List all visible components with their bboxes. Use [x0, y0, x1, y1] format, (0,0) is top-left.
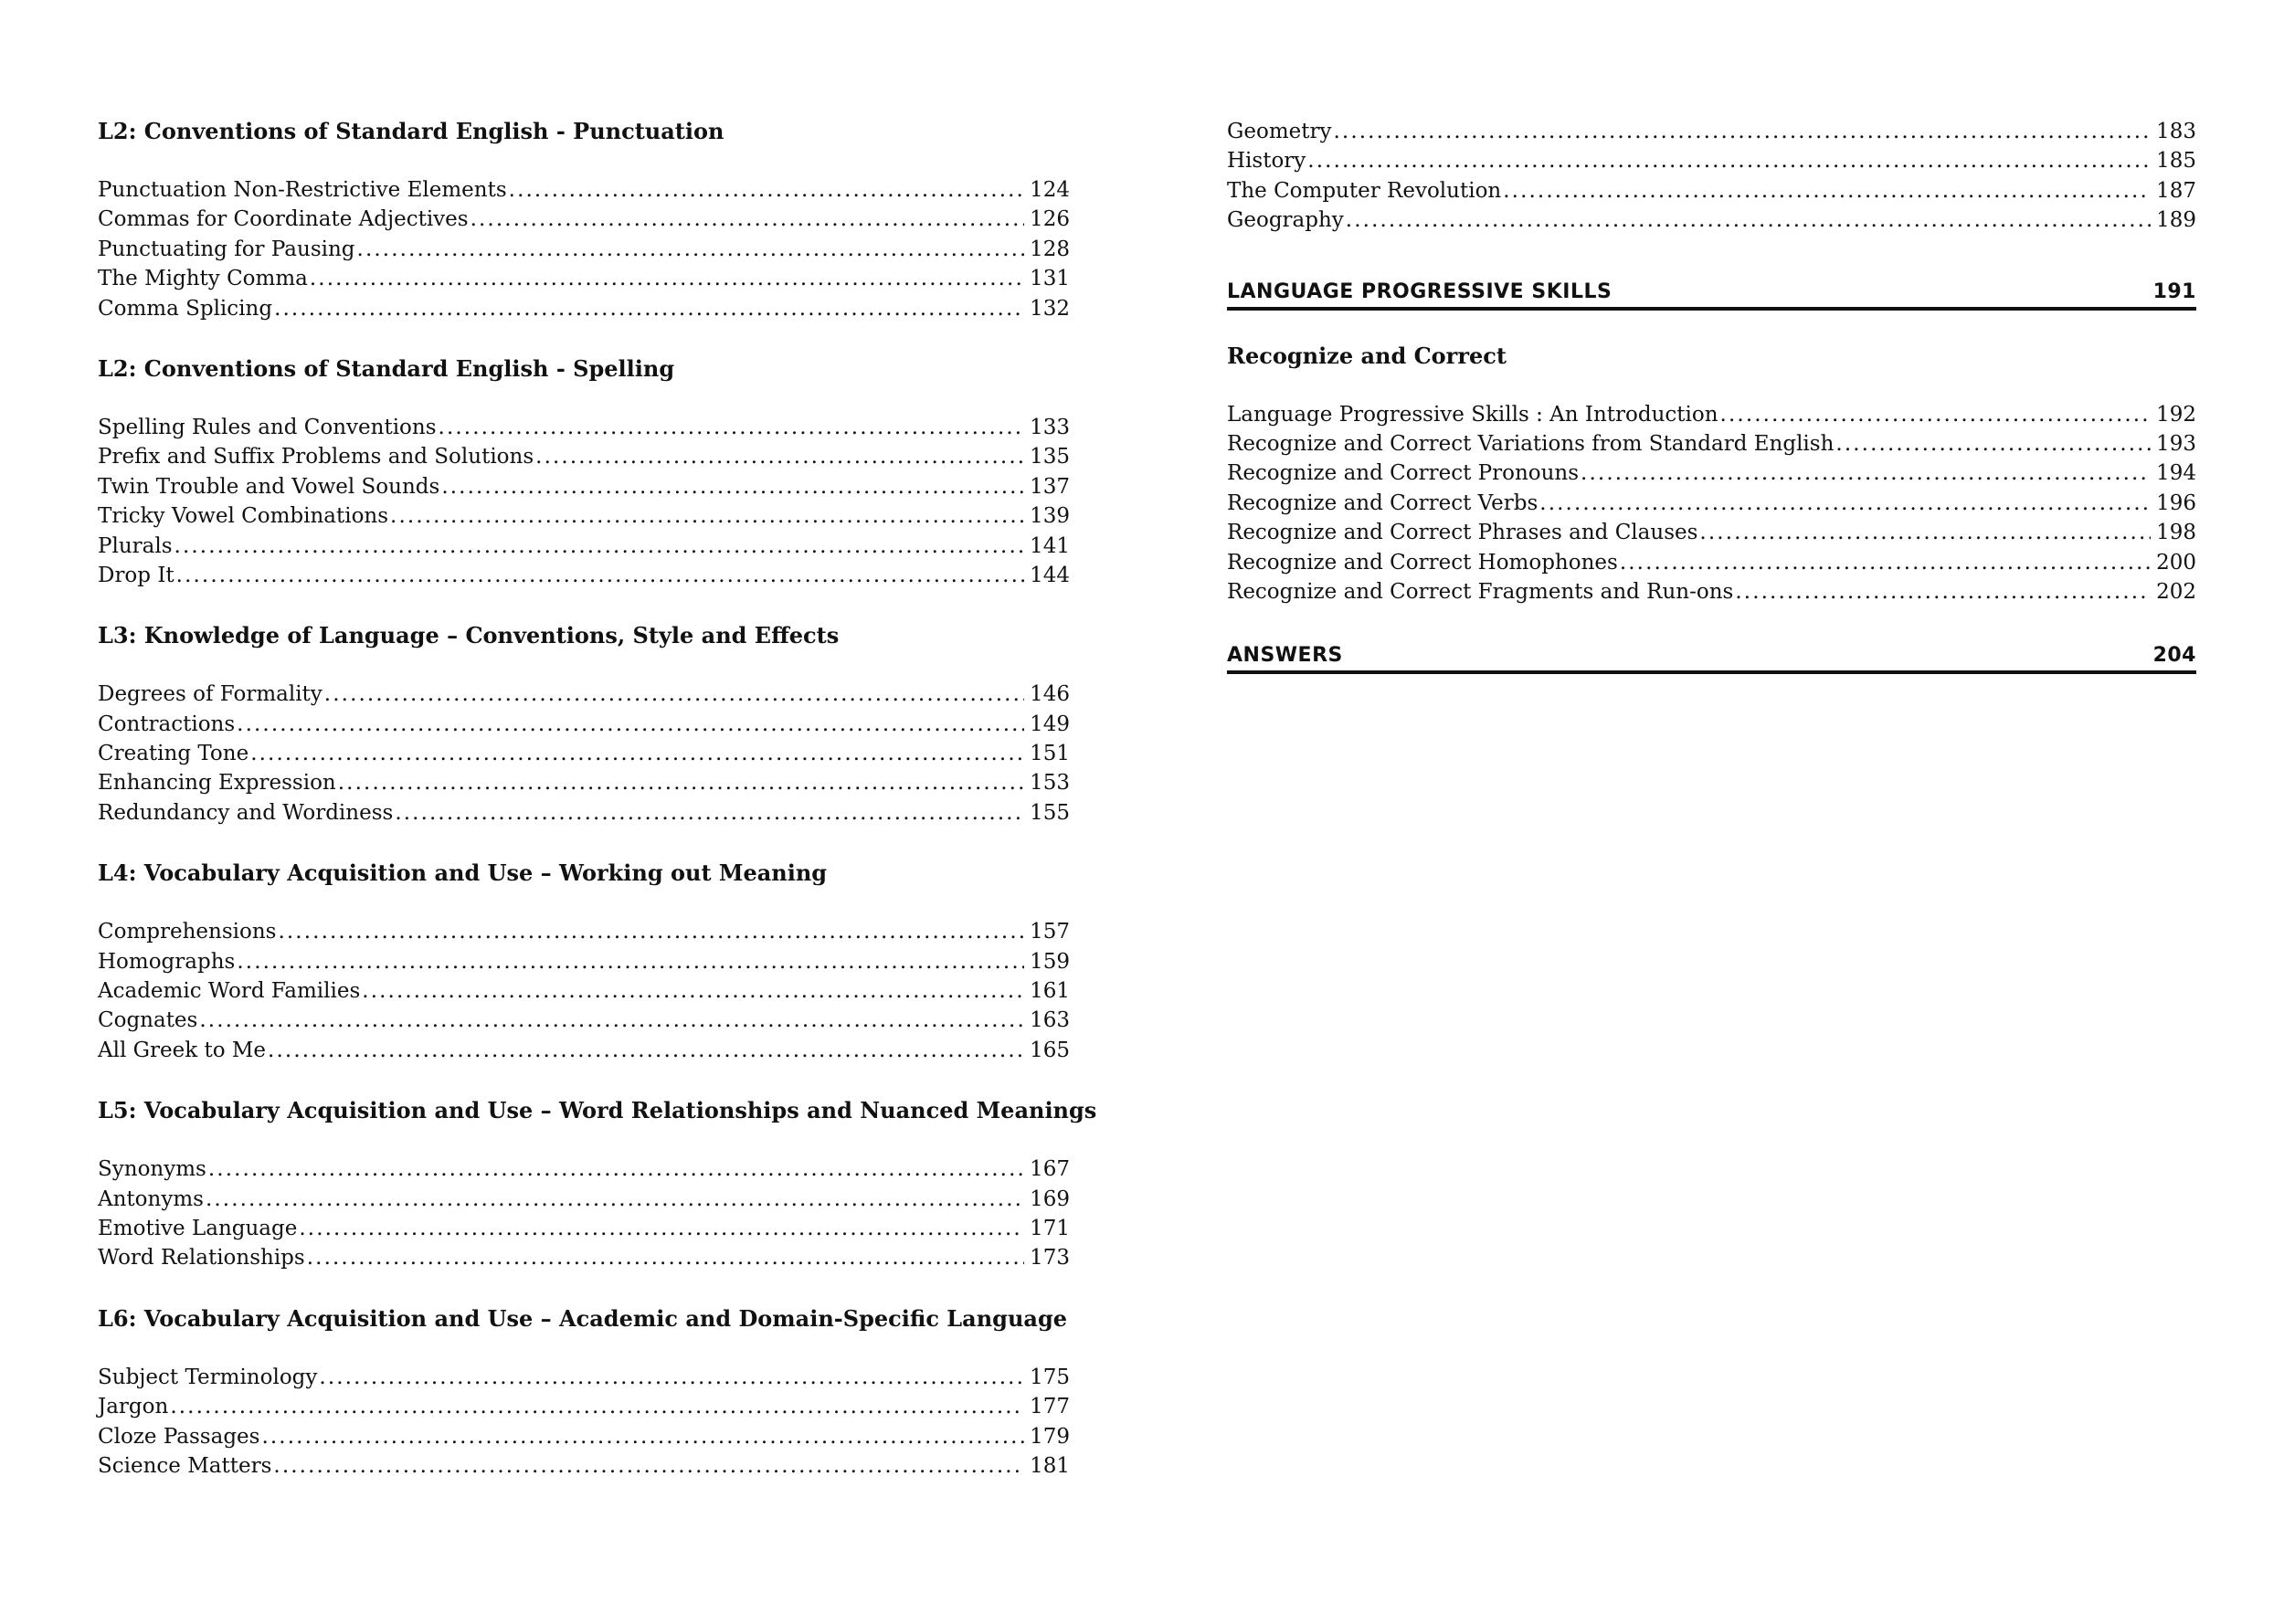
toc-entry[interactable] [98, 1451, 1070, 1481]
toc-entry[interactable] [1227, 429, 2196, 459]
dot-leader [237, 947, 1024, 976]
major-heading-page: 191 [2152, 279, 2196, 303]
toc-entry-title: Twin Trouble and Vowel Sounds [98, 474, 440, 499]
toc-entry-title: Subject Terminology [98, 1365, 318, 1389]
section-heading: L6: Vocabulary Acquisition and Use – Academic and Domain-Specific Language [98, 1304, 1067, 1332]
toc-entry-page: 189 [2156, 208, 2196, 233]
toc-entry-page: 202 [2156, 579, 2196, 604]
major-heading-title: ANSWERS [1227, 644, 1343, 668]
toc-entry-page: 126 [1030, 207, 1070, 232]
dot-leader [357, 235, 1025, 264]
toc-entry[interactable] [98, 264, 1070, 293]
toc-entry-page: 139 [1030, 504, 1070, 529]
toc-entry-title: Jargon [98, 1395, 169, 1419]
dot-leader [324, 680, 1024, 709]
toc-section [98, 621, 1070, 828]
toc-entry-title: Degrees of Formality [98, 682, 323, 707]
dot-leader [307, 1243, 1024, 1272]
answers-heading[interactable] [1227, 643, 2196, 674]
major-heading-title: LANGUAGE PROGRESSIVE SKILLS [1227, 279, 1613, 303]
dot-leader [1307, 146, 2151, 175]
toc-entry[interactable] [98, 798, 1070, 828]
toc-entry-page: 155 [1030, 800, 1070, 825]
dot-leader [1346, 206, 2151, 235]
dot-leader [319, 1363, 1024, 1392]
toc-entry[interactable] [98, 294, 1070, 323]
toc-entry[interactable] [98, 1214, 1070, 1243]
toc-entry-page: 181 [1030, 1453, 1070, 1478]
toc-entry-page: 137 [1030, 474, 1070, 499]
toc-entry[interactable] [98, 1422, 1070, 1451]
toc-section [98, 1304, 1070, 1482]
toc-entry-page: 196 [2156, 490, 2196, 515]
toc-entry[interactable] [1227, 577, 2196, 606]
toc-entry-page: 131 [1030, 267, 1070, 291]
toc-entry-title: Language Progressive Skills : An Introduction [1227, 402, 1718, 427]
toc-entry[interactable] [98, 917, 1070, 946]
toc-section [98, 117, 1070, 323]
dot-leader [274, 294, 1024, 323]
toc-entry-page: 185 [2156, 149, 2196, 174]
toc-entry-page: 132 [1030, 296, 1070, 321]
dot-leader [1503, 176, 2151, 206]
toc-entry-title: Recognize and Correct Pronouns [1227, 461, 1580, 486]
toc-entry-title: History [1227, 149, 1306, 174]
toc-entry[interactable] [1227, 176, 2196, 206]
toc-entry-title: Academic Word Families [98, 979, 361, 1004]
toc-entry-title: Cloze Passages [98, 1424, 260, 1449]
toc-entry-page: 175 [1030, 1365, 1070, 1389]
dot-leader [208, 1155, 1024, 1184]
dot-leader [261, 1422, 1024, 1451]
toc-entry-page: 194 [2156, 461, 2196, 486]
dot-leader [1333, 117, 2151, 146]
dot-leader [441, 472, 1024, 501]
right-column [1227, 117, 2196, 705]
toc-entry-title: Recognize and Correct Homophones [1227, 550, 1618, 575]
toc-entry-page: 151 [1030, 742, 1070, 766]
toc-entry-page: 128 [1030, 237, 1070, 261]
toc-entry[interactable] [98, 205, 1070, 234]
dot-leader [1699, 518, 2151, 547]
toc-entry-page: 124 [1030, 178, 1070, 202]
toc-entry-title: Drop It [98, 563, 174, 587]
section-heading: L3: Knowledge of Language – Conventions, Style and Effects [98, 622, 840, 649]
dot-leader [268, 1036, 1024, 1065]
section-heading: L4: Vocabulary Acquisition and Use – Working out Meaning [98, 859, 828, 887]
section-heading: L2: Conventions of Standard English - Punctuation [98, 118, 724, 144]
toc-entry[interactable] [98, 501, 1070, 531]
toc-entry[interactable] [98, 1006, 1070, 1035]
recognize-and-correct-heading: Recognize and Correct [1227, 342, 1507, 369]
right-top-entry-list [1227, 117, 2196, 236]
toc-entry-title: Recognize and Correct Verbs [1227, 490, 1539, 515]
toc-entry-title: Redundancy and Wordiness [98, 800, 394, 825]
toc-entry-title: Recognize and Correct Phrases and Clauses [1227, 521, 1698, 545]
toc-entry-page: 159 [1030, 949, 1070, 974]
toc-entry[interactable] [98, 532, 1070, 561]
dot-leader [170, 1392, 1024, 1421]
toc-entry-page: 153 [1030, 771, 1070, 796]
toc-entry-title: Emotive Language [98, 1216, 298, 1240]
toc-entry[interactable] [1227, 206, 2196, 235]
dot-leader [1735, 577, 2151, 606]
toc-entry[interactable] [98, 1155, 1070, 1184]
section-heading: L2: Conventions of Standard English - Spelling [98, 354, 675, 382]
dot-leader [174, 532, 1025, 561]
toc-entry[interactable] [98, 1243, 1070, 1272]
toc-entry-page: 200 [2156, 550, 2196, 575]
toc-entry[interactable] [98, 1185, 1070, 1214]
dot-leader [310, 264, 1024, 293]
toc-entry-title: Comma Splicing [98, 296, 273, 321]
toc-entry-title: Geography [1227, 208, 1344, 233]
toc-entry-page: 193 [2156, 431, 2196, 456]
dot-leader [1539, 489, 2151, 518]
toc-entry-page: 198 [2156, 521, 2196, 545]
toc-entry-page: 177 [1030, 1395, 1070, 1419]
toc-section [98, 859, 1070, 1065]
toc-entry-page: 135 [1030, 445, 1070, 469]
toc-entry-page: 149 [1030, 712, 1070, 736]
toc-entry[interactable] [98, 710, 1070, 739]
dot-leader [206, 1185, 1024, 1214]
toc-entry-title: Antonyms [98, 1186, 204, 1211]
toc-section [98, 354, 1070, 590]
toc-entry[interactable] [1227, 548, 2196, 577]
toc-entry-page: 161 [1030, 979, 1070, 1004]
toc-entry-page: 133 [1030, 415, 1070, 439]
dot-leader [1720, 400, 2152, 429]
toc-entry-title: Word Relationships [98, 1246, 305, 1271]
toc-entry-page: 144 [1030, 563, 1070, 587]
toc-entry-page: 173 [1030, 1246, 1070, 1271]
toc-entry-title: Commas for Coordinate Adjectives [98, 207, 469, 232]
toc-entry-title: Spelling Rules and Conventions [98, 415, 437, 439]
toc-entry-page: 141 [1030, 533, 1070, 558]
dot-leader [273, 1451, 1024, 1481]
toc-entry-title: Cognates [98, 1008, 198, 1033]
toc-entry[interactable] [98, 561, 1070, 590]
toc-entry-title: Enhancing Expression [98, 771, 336, 796]
toc-entry[interactable] [1227, 489, 2196, 518]
toc-entry-page: 163 [1030, 1008, 1070, 1033]
toc-entry-title: Creating Tone [98, 742, 249, 766]
toc-entry[interactable] [98, 1363, 1070, 1392]
toc-entry-title: All Greek to Me [98, 1038, 267, 1062]
toc-entry[interactable] [98, 1392, 1070, 1421]
dot-leader [390, 501, 1024, 531]
toc-entry[interactable] [1227, 117, 2196, 146]
toc-entry[interactable] [98, 235, 1070, 264]
toc-entry[interactable] [98, 680, 1070, 709]
dot-leader [1620, 548, 2151, 577]
toc-entry-title: Homographs [98, 949, 236, 974]
toc-entry-title: The Mighty Comma [98, 267, 308, 291]
toc-entry[interactable] [98, 442, 1070, 471]
dot-leader [471, 205, 1025, 234]
toc-section [98, 1096, 1097, 1273]
toc-entry[interactable] [98, 768, 1070, 797]
dot-leader [362, 976, 1024, 1006]
toc-entry-title: Punctuation Non-Restrictive Elements [98, 178, 507, 202]
toc-entry-title: Synonyms [98, 1157, 206, 1182]
dot-leader [176, 561, 1024, 590]
toc-entry[interactable] [98, 739, 1070, 768]
toc-entry-title: Science Matters [98, 1453, 272, 1478]
dot-leader [199, 1006, 1024, 1035]
toc-entry-page: 157 [1030, 920, 1070, 944]
toc-entry[interactable] [1227, 400, 2196, 429]
toc-entry[interactable] [1227, 459, 2196, 488]
toc-entry-page: 169 [1030, 1186, 1070, 1211]
toc-entry-title: Prefix and Suffix Problems and Solutions [98, 445, 534, 469]
toc-entry[interactable] [98, 976, 1070, 1006]
left-column [98, 117, 1097, 1512]
toc-entry-title: Plurals [98, 533, 173, 558]
major-heading-page: 204 [2152, 644, 2196, 668]
dot-leader [395, 798, 1024, 828]
toc-entry[interactable] [98, 472, 1070, 501]
dot-leader [535, 442, 1024, 471]
toc-entry-title: Tricky Vowel Combinations [98, 504, 389, 529]
recognize-and-correct-entry-list [1227, 400, 2196, 607]
dot-leader [250, 739, 1024, 768]
dot-leader [299, 1214, 1024, 1243]
dot-leader [509, 175, 1024, 205]
toc-entry-page: 187 [2156, 178, 2196, 203]
toc-entry-page: 165 [1030, 1038, 1070, 1062]
dot-leader [1581, 459, 2151, 488]
toc-entry-page: 183 [2156, 120, 2196, 143]
toc-entry[interactable] [98, 1036, 1070, 1065]
toc-entry[interactable] [98, 413, 1070, 442]
toc-entry-page: 167 [1030, 1157, 1070, 1182]
dot-leader [237, 710, 1024, 739]
toc-entry-title: Punctuating for Pausing [98, 237, 355, 261]
toc-entry[interactable] [98, 175, 1070, 205]
section-heading: L5: Vocabulary Acquisition and Use – Word Relationships and Nuanced Meanings [98, 1097, 1097, 1124]
toc-entry[interactable] [1227, 518, 2196, 547]
toc-entry-page: 171 [1030, 1216, 1070, 1240]
dot-leader [439, 413, 1025, 442]
dot-leader [1835, 429, 2151, 459]
toc-entry-title: The Computer Revolution [1227, 178, 1502, 203]
toc-entry-page: 192 [2156, 402, 2196, 427]
toc-entry-page: 146 [1030, 682, 1070, 707]
toc-entry-title: Recognize and Correct Variations from Standard English [1227, 431, 1835, 456]
toc-entry-title: Comprehensions [98, 920, 277, 944]
toc-entry-page: 179 [1030, 1424, 1070, 1449]
toc-entry-title: Recognize and Correct Fragments and Run-ons [1227, 579, 1734, 604]
toc-entry[interactable] [1227, 146, 2196, 175]
dot-leader [278, 917, 1024, 946]
toc-entry-title: Contractions [98, 712, 236, 736]
dot-leader [338, 768, 1024, 797]
toc-entry-title: Geometry [1227, 120, 1332, 143]
toc-entry[interactable] [98, 947, 1070, 976]
language-progressive-skills-heading[interactable] [1227, 279, 2196, 311]
